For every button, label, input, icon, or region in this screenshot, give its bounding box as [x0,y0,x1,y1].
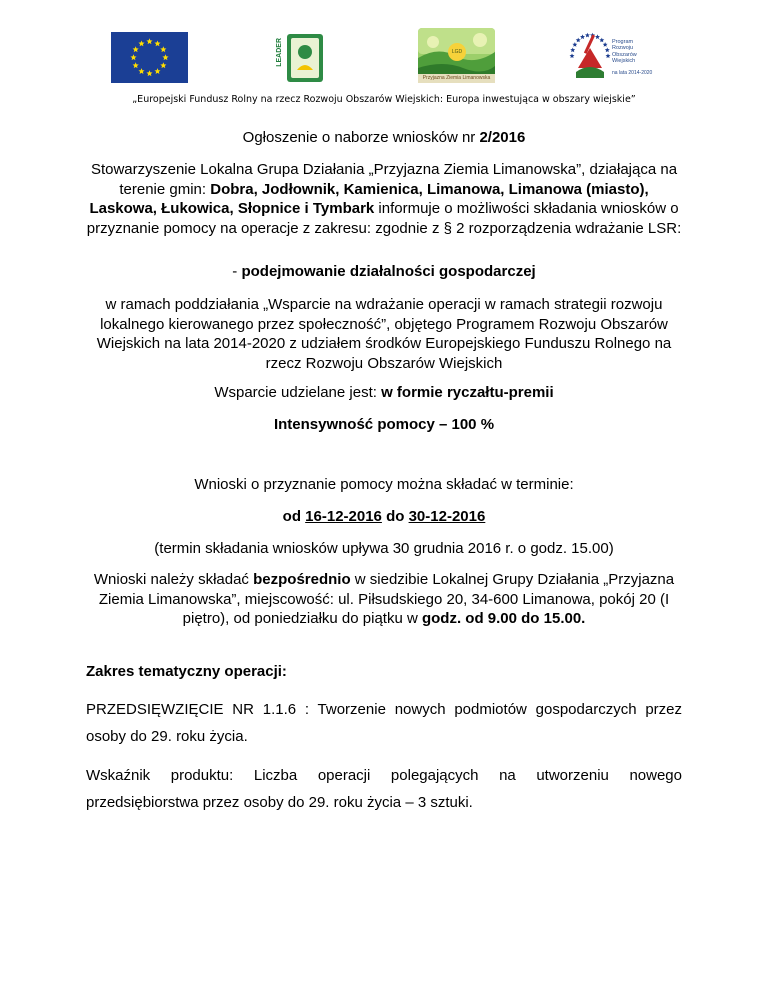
prow-star-icon [605,48,610,53]
intensity-line: Intensywność pomocy – 100 % [273,416,495,433]
prow-star-icon [576,38,581,43]
prow-star-icon [580,34,585,39]
office-hours: godz. od 9.00 do 15.00. [421,610,586,627]
prow-star-icon [595,34,600,39]
prow-star-icon [572,42,577,47]
lgd-banner: Przyjazna Ziemia Limanowska [418,74,495,83]
announcement-title: Ogłoszenie o naborze wniosków nr 2/2016 [242,129,526,146]
scope-line: - podejmowanie działalności gospodarczej [232,263,536,280]
prow-star-icon [570,48,575,53]
logos-bar [0,24,768,86]
prow-emblem-icon [568,24,612,86]
funding-line: „Europejski Fundusz Rolny na rzecz Rozwoju Obszarów Wiejskich: Europa inwestująca w obszary wiejskie” [132,94,636,105]
prow-year: na lata 2014-2020 [612,70,653,76]
prow-text: Program Rozwoju Obszarów Wiejskich [612,39,637,65]
deadline-dates: od 16-12-2016 do 30-12-2016 [282,508,486,525]
submission-paragraph: Wnioski należy składać bezpośrednio w siedzibie Lokalnej Grupy Działania „Przyjazna Ziemia Limanowska”, miejscowość: ul. Piłsudskiego 20, 34-600 Limanowa, pokój 20 (I piętro), od poniedziałku do piątku w godz. od 9.00 do 15.00. [93,571,675,627]
prow-star-icon [599,38,604,43]
announcement-number: 2/2016 [479,129,526,146]
scope-value: podejmowanie działalności gospodarczej [241,263,536,280]
project-line-2: osoby do 29. roku życia. [86,728,248,745]
program-paragraph: w ramach poddziałania „Wsparcie na wdrażanie operacji w ramach strategii rozwoju lokalnego kierowanego przez społeczność”, objętego Programem Rozwoju Obszarów Wiejskich na lata 2014-2020 z udziałem środków Europejskiego Funduszu Rolnego na rzecz Rozwoju Obszarów Wiejskich [96,296,672,372]
lgd-center-badge: LGD [448,43,466,61]
lgd-logo [418,28,495,83]
municipalities-list: Dobra, Jodłownik, Kamienica, Limanowa, Limanowa (miasto), Laskowa, Łukowica, Słopnice i Tymbark [89,180,649,217]
deadline-note: (termin składania wniosków upływa 30 grudnia 2016 r. o godz. 15.00) [154,540,614,557]
prow-star-icon [570,53,575,58]
prow-logo [568,24,660,86]
prow-star-icon [585,33,590,38]
support-line: Wsparcie udzielane jest: w formie ryczałtu-premii [214,384,554,401]
intro-paragraph: Stowarzyszenie Lokalna Grupa Działania „Przyjazna Ziemia Limanowska”, działająca na terenie gmin: Dobra, Jodłownik, Kamienica, Limanowa, Limanowa (miasto), Laskowa, Łukowica, Słopnice i Tymbark informuje o możliwości składania wniosków o przyznanie pomocy na operacje z zakresu: zgodnie z § 2 rozporządzenia wdrażanie LSR: [86,161,682,237]
indicator-line-2: przedsiębiorstwa przez osoby do 29. roku życia – 3 sztuki. [86,794,473,811]
deadline-intro: Wnioski o przyznanie pomocy można składać w terminie: [194,476,574,493]
indicator-line-1: Wskaźnik produktu: Liczba operacji polegających na utworzeniu nowego [86,767,682,784]
leader-text: LEADER [276,38,283,67]
prow-star-icon [603,42,608,47]
project-line-1: PRZEDSIĘWZIĘCIE NR 1.1.6 : Tworzenie nowych podmiotów gospodarczych przez [86,701,682,718]
date-to: 30-12-2016 [408,508,486,525]
leader-logo [275,32,325,84]
eu-flag-icon [111,32,188,83]
date-from: 16-12-2016 [305,508,382,525]
thematic-heading: Zakres tematyczny operacji: [86,663,287,680]
prow-star-icon [606,53,611,58]
support-form: w formie ryczałtu-premii [381,384,554,401]
